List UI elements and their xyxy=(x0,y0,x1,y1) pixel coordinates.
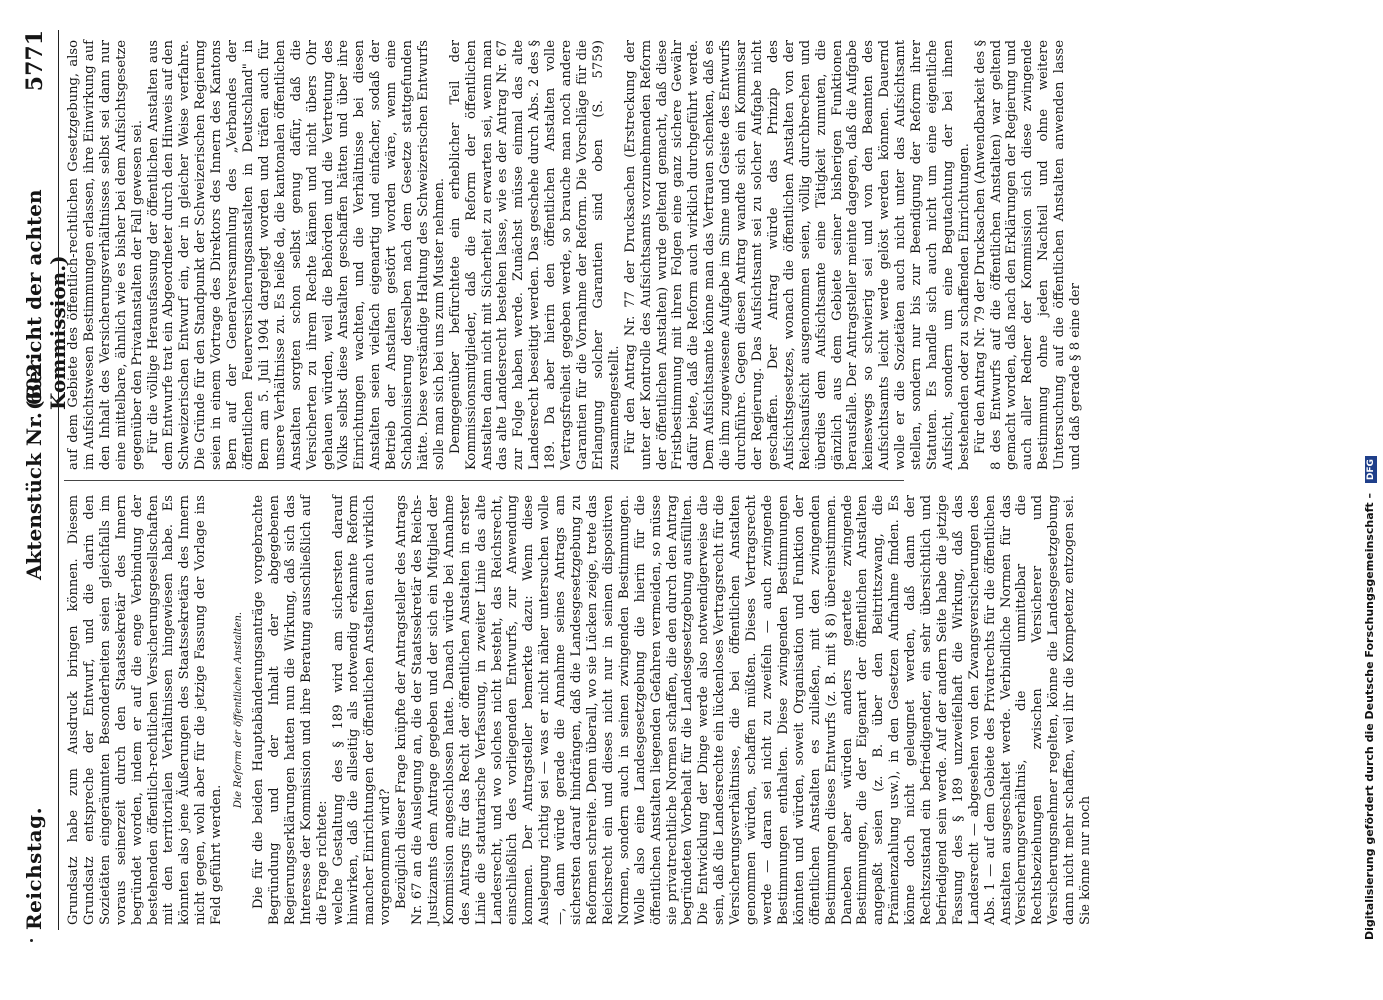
paragraph: Für den Antrag Nr. 79 der Drucksachen (Anwendbarkeit des § 8 des Entwurfs auf die öffentlichen Anstalten) war geltend gemacht worden, daß nach den Erklärungen der Regierung und auch aller Redner der Kommission sich diese zwingende Bestimmung ohne jeden Nachteil und ohne weitere Untersuchung auf die öffentlichen Anstalten anwenden lasse und daß gerade § 8 eine der xyxy=(972,40,1084,470)
paragraph: auf dem Gebiete des öffentlich-rechtlichen Gesetzgebung, also im Aufsichtswesen Bestimmungen erlassen, ihre Einwirkung auf den Inhalt des Versicherungsverhältnisses selbst sei dann nur eine mittelbare, ähnlich wie es bisher bei dem Aufsichtsgesetze gegenüber den Privatanstalten der Fall gewesen sei. xyxy=(66,40,145,470)
header-center: Aktenstück Nr. 602. xyxy=(22,356,46,580)
question-block: welche Gestaltung des § 189 wird am sichersten darauf hinwirken, daß die allseitig als notwendig erkannte Reform mancher Einrichtungen der öffentlichen Anstalten auch wirklich vorgenommen wird? xyxy=(330,495,394,925)
paragraph: Bezüglich dieser Frage knüpfte der Antragsteller des Antrags Nr. 67 an die Auslegung an, die der Staatssekretär des Reichs-Justizamts dem Antrage gegeben und der sich ein Mitglied der Kommission angeschlossen hatte. Danach würde bei Annahme des Antrags für das Recht der öffentlichen Anstalten in erster Linie die statutarische Verfassung, in zweiter Linie das alte Landesrecht, und wo solches nicht besteht, das Reichsrecht, einschließlich des vorliegenden Entwurfs, zur Anwendung kommen. Der Antragsteller bemerkte dazu: Wenn diese Auslegung richtig sei — was er nicht näher untersuchen wolle —, dann würde gerade die Annahme seines Antrags am sichersten darauf hindrängen, daß die Landesgesetzgebung zu Reformen schreite. Denn überall, wo sie Lücken zeige, trete das Reichsrecht ein und dieses nicht nur in seinen dispositiven Normen, sondern auch in seinen zwingenden Bestimmungen. Wolle also eine Landesgesetzgebung die hierin für die öffentlichen Anstalten liegenden Gefahren vermeiden, so müsse sie privatrechtliche Normen schaffen, die den durch den Antrag begründeten Vorbehalt für die Landesgesetzgebung ausfüllten. Die Entwicklung der Dinge werde also notwendigerweise die sein, daß die Landesrechte ein lückenloses Vertragsrecht für die Versicherungsverhältnisse, die bei öffentlichen Anstalten genommen würden, schaffen müßten. Dieses Vertragsrecht werde — daran sei nicht zu zweifeln — auch zwingende Bestimmungen enthalten. Diese zwingenden Bestimmungen könnten und würden, soweit Organisation und Funktion der öffentlichen Anstalten es zuließen, mit den zwingenden Bestimmungen dieses Entwurfs (z. B. mit § 8) übereinstimmen. Daneben aber würden anders geartete zwingende Bestimmungen, die der Eigenart der öffentlichen Anstalten angepaßt seien (z. B. über den Beitrittszwang, die Prämienzahlung usw.), in den Gesetzen Aufnahme finden. Es könne doch nicht geleugnet werden, daß dann der Rechtszustand ein befriedigender, ein sehr übersichtlich und befriedigend sein werde. Auf der andern Seite habe die jetzige Fassung des § 189 unzweifelhaft die Wirkung, daß das Landesrecht — abgesehen von den Zwangsversicherungen des Abs. 1 — auf dem Gebiete des Privatrechts für die öffentlichen Anstalten ausgeschaltet werde. Verbindliche Normen für das Versicherungsverhältnis, die unmittelbar die Rechtsbeziehungen zwischen Versicherer und Versicherungsnehmer regelten, könne die Landesgesetzgebung dann nicht mehr schaffen, weil ihr die Kompetenz entzogen sei. Sie könne nur noch xyxy=(394,495,1094,925)
paragraph: Die für die beiden Hauptabänderungsanträge vorgebrachte Begründung und der Inhalt der abgegebenen Regierungserklärungen hatten nun die Wirkung, daß sich das Interesse der Kommission und ihre Beratung ausschließlich auf die Frage richtete: xyxy=(250,495,330,925)
page-number: 5771 xyxy=(22,30,48,92)
paragraph: Für den Antrag Nr. 77 der Drucksachen (Erstreckung der unter der Kontrolle des Aufsichtsamts vorzunehmenden Reform der öffentlichen Anstalten) wurde geltend gemacht, daß diese Fristbestimmung mit ihren Folgen eine ganz sichere Gewähr dafür biete, daß die Reform auch wirklich durchgeführt werde. Dem Aufsichtsamte könne man das Vertrauen schenken, daß es die ihm zugewiesene Aufgabe im Sinne und Geiste des Entwurfs durchführe. Gegen diesen Antrag wandte sich ein Kommissar der Regierung. Das Aufsichtsamt sei zu solcher Aufgabe nicht geschaffen. Der Antrag würde das Prinzip des Aufsichtsgesetzes, wonach die öffentlichen Anstalten von der Reichsaufsicht ausgenommen seien, völlig durchbrechen und überdies dem Aufsichtsamte eine Tätigkeit zumuten, die gänzlich aus dem Gebiete seiner bisherigen Funktionen herausfalle. Der Antragsteller meinte dagegen, daß die Aufgabe keineswegs so schwierig sei und von den Beamten des Aufsichtsamts leicht werde gelöst werden können. Dauernd wolle er die Sozietäten auch nicht unter das Aufsichtsamt stellen, sondern nur bis zur Beendigung der Reform ihrer Statuten. Es handle sich auch nicht um eine eigentliche Aufsicht, sondern um eine Begutachtung der bei ihnen bestehenden oder zu schaffenden Einrichtungen. xyxy=(622,40,972,470)
section-heading: Die Reform der öffentlichen Anstalten. xyxy=(233,611,245,809)
page-mark xyxy=(30,939,33,942)
left-column xyxy=(66,495,1094,925)
digitization-text: Digitalisierung gefördert durch die Deutsche Forschungsgemeinschaft – xyxy=(1363,493,1376,940)
paragraph: Grundsatz habe zum Ausdruck bringen können. Diesem Grundsatz entspreche der Entwurf, und die darin den Sozietäten eingeräumten Besonderheiten seien gleichfalls im voraus seinerzeit durch den Staatssekretär des Innern begründet worden, indem er auf die enge Verbindung der bestehenden öffentlich-rechtlichen Versicherungsgesellschaften mit den territorialen Verhältnissen hingewiesen habe. Es könnten also jene Äußerungen des Staatssekretärs des Innern nicht gegen, wohl aber für die jetzige Fassung der Vorlage ins Feld geführt werden. xyxy=(66,495,225,925)
paragraph: Für die völlige Herausfassung der öffentlichen Anstalten aus dem Entwurfe trat ein Abgeordneter durch den Hinweis auf den Schweizerischen Entwurf ein, der in gleicher Weise verfahre. Die Gründe für den Standpunkt der Schweizerischen Regierung seien in einem Vortrage des Direktors des Innern des Kantons Bern auf der Generalversammlung des „Verbandes der öffentlichen Feuerversicherungsanstalten in Deutschland" in Bern am 5. Juli 1904 dargelegt worden und träfen auch für unsere Verhältnisse zu. Es heiße da, die kantonalen öffentlichen Anstalten sorgten schon selbst genug dafür, daß die Versicherten zu ihrem Rechte kämen und nicht übers Ohr gehauen würden, weil die Behörden und die Vertretung des Volks selbst diese Anstalten geschaffen hätten und über ihre Einrichtungen wachten, und die Verhältnisse bei diesen Anstalten seien vielfach eigenartig und einfacher, sodaß der Betrieb der Anstalten gestört worden wäre, wenn eine Schablonisierung derselben nach dem Gesetze stattgefunden hätte. Diese verständige Haltung des Schweizerischen Entwurfs solle man sich bei uns zum Muster nehmen. xyxy=(145,40,447,470)
header-rule xyxy=(58,30,59,930)
dfg-logo: DFG xyxy=(1365,456,1377,483)
right-column xyxy=(66,40,1084,470)
paragraph: Demgegenüber befürchtete ein erheblicher Teil der Kommissionsmitglieder, daß die Reform der öffentlichen Anstalten dann nicht mit Sicherheit zu erwarten sei, wenn man das alte Landesrecht bestehen lasse, wie es der Antrag Nr. 67 zur Folge haben werde. Zunächst müsse einmal das alte Landesrecht beseitigt werden. Das geschehe durch Abs. 2 des § 189. Da aber hierin den öffentlichen Anstalten volle Vertragsfreiheit gegeben werde, so brauche man noch andere Garantien für die Vornahme der Reform. Die Vorschläge für die Erlangung solcher Garantien sind oben (S. 5759) zusammengestellt. xyxy=(447,40,622,470)
header-left: Reichstag. xyxy=(22,806,46,930)
page-header xyxy=(22,30,70,930)
digitization-note xyxy=(1363,40,1377,940)
header-middle: (Bericht der achten Kommission.) xyxy=(22,189,70,410)
column-divider xyxy=(64,480,904,481)
